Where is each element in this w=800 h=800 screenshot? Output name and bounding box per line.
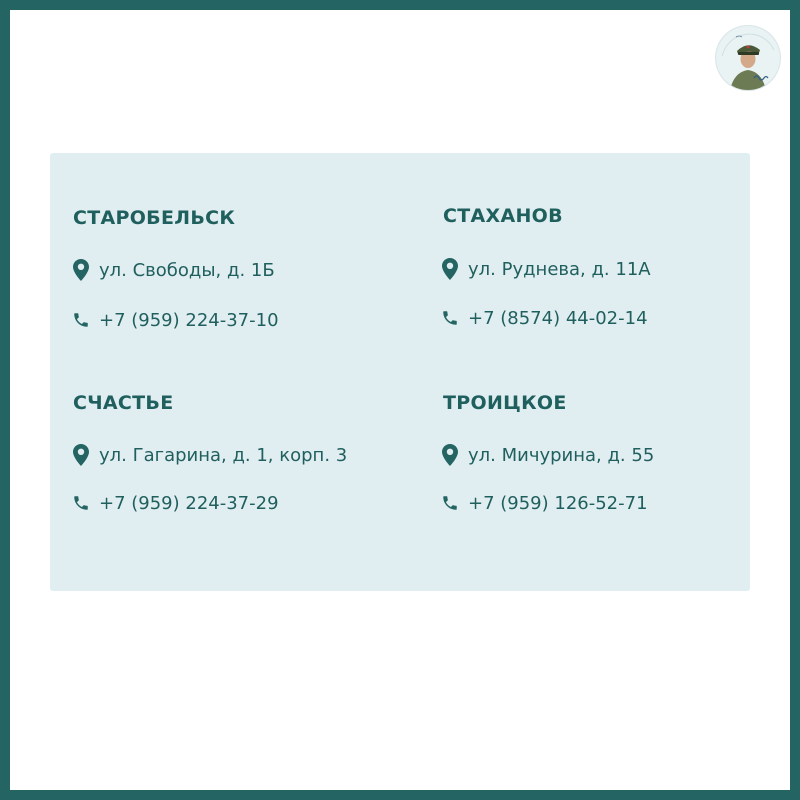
location-pin-icon bbox=[440, 444, 460, 466]
city-name: ТРОИЦКОЕ bbox=[443, 392, 567, 414]
address-text: ул. Свободы, д. 1Б bbox=[99, 259, 275, 281]
phone-text[interactable]: +7 (959) 224-37-29 bbox=[99, 492, 279, 514]
city-name: СЧАСТЬЕ bbox=[73, 392, 174, 414]
phone-icon bbox=[71, 492, 91, 514]
phone-icon bbox=[71, 309, 91, 331]
phone-row bbox=[440, 489, 648, 517]
logo bbox=[716, 26, 780, 90]
address-row bbox=[71, 441, 347, 469]
phone-icon bbox=[440, 492, 460, 514]
phone-text[interactable]: +7 (959) 224-37-10 bbox=[99, 309, 279, 331]
address-text: ул. Мичурина, д. 55 bbox=[468, 444, 655, 466]
city-name: СТАХАНОВ bbox=[443, 205, 563, 227]
address-row bbox=[71, 256, 275, 284]
phone-text[interactable]: +7 (959) 126-52-71 bbox=[468, 492, 648, 514]
phone-row bbox=[71, 306, 279, 334]
address-row bbox=[440, 255, 651, 283]
phone-row bbox=[71, 489, 279, 517]
address-text: ул. Гагарина, д. 1, корп. 3 bbox=[99, 444, 348, 466]
phone-row bbox=[440, 304, 648, 332]
location-pin-icon bbox=[440, 258, 460, 280]
phone-text[interactable]: +7 (8574) 44-02-14 bbox=[468, 307, 648, 329]
address-text: ул. Руднева, д. 11А bbox=[468, 258, 651, 280]
phone-icon bbox=[440, 307, 460, 329]
city-name: СТАРОБЕЛЬСК bbox=[73, 207, 236, 229]
location-pin-icon bbox=[71, 259, 91, 281]
location-pin-icon bbox=[71, 444, 91, 466]
address-row bbox=[440, 441, 654, 469]
